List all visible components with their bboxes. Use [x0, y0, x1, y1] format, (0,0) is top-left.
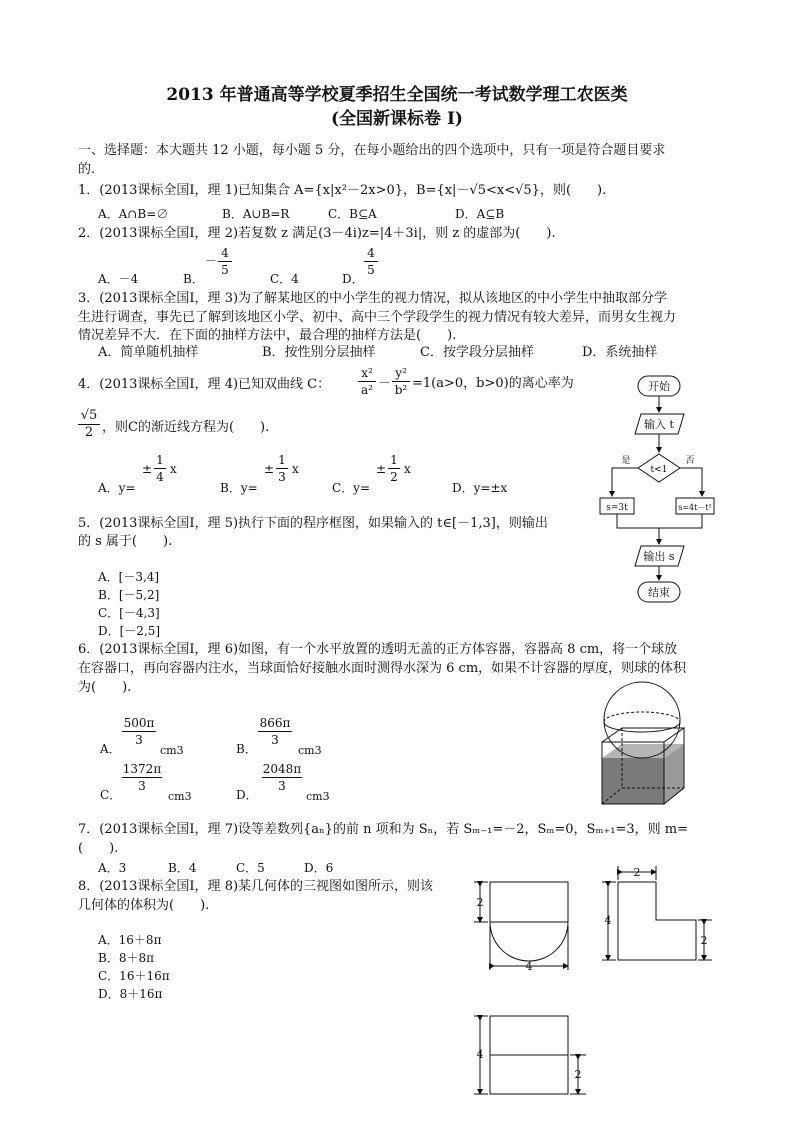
fraction-numerator: y²	[395, 366, 407, 380]
q4-option-b-var: x	[292, 462, 299, 476]
flowchart-input-label: 输入 t	[644, 418, 674, 431]
fraction-bar	[218, 261, 232, 262]
q2-option-d: D．	[342, 272, 364, 286]
section-intro-line1: 一、选择题：本大题共 12 小题，每小题 5 分，在每小题给出的四个选项中，只有一项是符合题目要求	[78, 143, 666, 158]
front-view-drawing	[470, 878, 580, 974]
q6-option-a: A．	[100, 742, 121, 756]
flowchart-start-label: 开始	[648, 380, 670, 393]
q4-option-c: C．y=	[332, 481, 371, 495]
q7-option-b: B．4	[168, 861, 197, 875]
top-view-dim-4: 4	[476, 1048, 484, 1061]
q4-option-b: B．y=	[220, 481, 258, 495]
front-view-semicircle	[490, 922, 568, 961]
fraction-numerator: 1	[278, 453, 286, 467]
side-view-dim-4: 4	[604, 914, 612, 927]
q2-option-b-fraction	[218, 246, 232, 277]
q1-option-b: B．A∪B=R	[222, 207, 290, 221]
q4-option-a-var: x	[170, 462, 177, 476]
flowchart-arrow	[612, 468, 638, 496]
q7-line1: 7．(2013课标全国Ⅰ，理 7)设等差数列{aₙ}的前 n 项和为 Sₙ，若 Sₘ₋₁=－2，Sₘ=0，Sₘ₊₁=3，则 m=	[78, 822, 689, 837]
q2-option-d-fraction	[364, 246, 378, 277]
fraction-denominator: a²	[361, 383, 373, 397]
q8-option-a: A．16＋8π	[98, 933, 162, 947]
flowchart-end-label: 结束	[648, 586, 670, 599]
sphere-outline	[604, 682, 680, 758]
fraction-numerator: 500π	[123, 716, 155, 730]
fraction-bar	[122, 731, 156, 732]
q4-line2: ，则C的渐近线方程为( ).	[102, 420, 270, 435]
q3-line1: 3．(2013课标全国Ⅰ，理 3)为了解某地区的中小学生的视力情况，拟从该地区的中小学生中抽取部分学	[78, 291, 668, 306]
fraction-numerator: 866π	[259, 716, 291, 730]
fraction-numerator: 1372π	[122, 762, 162, 776]
q6-line2: 在容器口，再向容器内注水，当球面恰好接触水面时测得水深为 6 cm，如果不计容器的厚度，则球的体积	[78, 661, 687, 676]
exam-title: 2013 年普通高等学校夏季招生全国统一考试数学理工农医类	[166, 85, 628, 105]
fraction-numerator: 4	[367, 246, 375, 260]
q1-option-c: C．B⊆A	[328, 207, 377, 221]
q8-option-d: D．8＋16π	[98, 987, 163, 1001]
program-flowchart	[598, 372, 716, 608]
q3-option-a: A．简单随机抽样	[98, 345, 199, 360]
fraction-denominator: 3	[278, 470, 286, 484]
fraction-bar	[154, 468, 166, 469]
top-view-dim-2: 2	[574, 1068, 582, 1081]
q4-option-c-var: x	[404, 462, 411, 476]
fraction-denominator: 3	[135, 733, 143, 747]
q2-option-c: C．4	[270, 272, 299, 286]
q1-option-d: D．A⊆B	[455, 207, 505, 221]
q4-option-d: D．y=±x	[452, 481, 508, 495]
fraction-numerator: 2048π	[262, 762, 302, 776]
q4-eccentricity-fraction	[78, 409, 100, 440]
fraction-bar	[122, 777, 162, 778]
fraction-bar	[358, 381, 376, 382]
q5-option-c: C．[－4,3]	[98, 606, 160, 620]
q6-option-b-unit: cm3	[298, 744, 322, 757]
fraction-numerator: 1	[390, 453, 398, 467]
fraction-bar	[258, 731, 292, 732]
flowchart-merge-line	[617, 514, 702, 528]
fraction-denominator: 2	[84, 425, 94, 440]
q4-option-a-fraction	[154, 453, 166, 484]
q7-option-d: D．6	[304, 861, 334, 875]
q5-line2: 的 s 属于( ).	[78, 534, 173, 549]
fraction-bar	[364, 261, 378, 262]
side-view-drawing	[598, 862, 714, 964]
q5-line1: 5．(2013课标全国Ⅰ，理 5)执行下面的程序框图，如果输入的 t∈[－1,3]，则输出	[78, 516, 548, 531]
side-view-l-shape	[618, 882, 696, 960]
q6-option-c: C．	[100, 788, 122, 802]
q6-option-d: D．	[236, 788, 258, 802]
q6-option-d-unit: cm3	[306, 790, 330, 803]
q2-option-b-sign: －	[205, 254, 218, 268]
q4-option-a: A．y=	[98, 481, 136, 495]
fraction-denominator: 3	[271, 733, 279, 747]
side-view-dim-2-top: 2	[633, 866, 641, 879]
q6-option-a-fraction	[122, 716, 156, 747]
q4-option-c-fraction	[388, 453, 400, 484]
q6-option-b-fraction	[258, 716, 292, 747]
q4-line1-post: =1(a>0，b>0)的离心率为	[412, 376, 574, 391]
side-view-dim-2-right: 2	[700, 934, 708, 947]
q6-option-c-fraction	[122, 762, 162, 793]
front-view-dim-4: 4	[525, 960, 533, 973]
q1-stem: 1．(2013课标全国Ⅰ，理 1)已知集合 A={x|x²－2x>0}，B={x|－√5<x<√5}，则( ).	[78, 183, 607, 198]
q4-option-b-pm: ±	[264, 462, 275, 476]
fraction-denominator: 3	[138, 779, 146, 793]
q4-option-c-pm: ±	[376, 462, 387, 476]
fraction-denominator: 3	[278, 779, 286, 793]
q8-option-c: C．16＋16π	[98, 969, 170, 983]
flowchart-no-label: 否	[685, 456, 695, 466]
flowchart-yes-label: 是	[621, 456, 631, 466]
cube-sphere-figure	[598, 680, 690, 806]
q4-hyperbola-y-fraction	[392, 366, 410, 397]
flowchart-arrow	[680, 468, 702, 496]
q6-line3: 为( ).	[78, 680, 132, 695]
front-view-rect	[490, 882, 568, 922]
q4-line1-pre: 4．(2013课标全国Ⅰ，理 4)已知双曲线 C：	[78, 377, 331, 392]
q2-option-a: A．－4	[98, 272, 139, 286]
q6-option-b: B．	[236, 742, 257, 756]
fraction-denominator: 2	[390, 470, 398, 484]
flowchart-output-label: 输出 s	[643, 550, 675, 563]
front-view-dim-2: 2	[476, 896, 484, 909]
fraction-denominator: 5	[221, 263, 229, 277]
q6-option-c-unit: cm3	[168, 790, 192, 803]
q7-option-c: C．5	[236, 861, 265, 875]
exam-subtitle: (全国新课标卷 I)	[331, 109, 463, 129]
q6-option-d-fraction	[262, 762, 302, 793]
q5-option-a: A．[－3,4]	[98, 570, 160, 584]
q8-line2: 几何体的体积为( ).	[78, 898, 210, 913]
fraction-numerator: 1	[156, 453, 164, 467]
fraction-bar	[276, 468, 288, 469]
fraction-numerator: x²	[361, 366, 373, 380]
q3-line3: 情况差异不大．在下面的抽样方法中，最合理的抽样方法是( ).	[78, 328, 457, 343]
fraction-bar	[262, 777, 302, 778]
q8-line1: 8．(2013课标全国Ⅰ，理 8)某几何体的三视图如图所示，则该	[78, 879, 434, 894]
flowchart-left-box-label: s=3t	[606, 503, 628, 513]
q6-option-a-unit: cm3	[160, 744, 184, 757]
fraction-denominator: b²	[394, 383, 408, 397]
fraction-denominator: 5	[367, 263, 375, 277]
q3-line2: 生进行调查，事先已了解到该地区小学、初中、高中三个学段学生的视力情况有较大差异，而男女生视力	[78, 310, 677, 325]
q2-stem: 2．(2013课标全国Ⅰ，理 2)若复数 z 满足(3－4i)z=|4＋3i|，则 z 的虚部为( ).	[78, 226, 556, 241]
section-intro-line2: 的.	[78, 162, 96, 177]
q3-option-b: B．按性别分层抽样	[262, 345, 376, 360]
q5-option-b: B．[－5,2]	[98, 588, 160, 602]
top-view-drawing	[470, 1012, 600, 1102]
fraction-numerator: 4	[221, 246, 229, 260]
q3-option-d: D．系统抽样	[582, 345, 658, 360]
q4-option-a-pm: ±	[142, 462, 153, 476]
fraction-bar	[392, 381, 410, 382]
fraction-denominator: 4	[156, 470, 164, 484]
q5-option-d: D．[－2,5]	[98, 624, 161, 638]
flowchart-condition-label: t<1	[650, 465, 668, 475]
q7-option-a: A．3	[98, 861, 127, 875]
q1-option-a: A．A∩B=∅	[98, 207, 169, 221]
q3-option-c: C．按学段分层抽样	[420, 345, 534, 360]
q7-line2: ( ).	[78, 841, 119, 856]
q8-option-b: B．8＋8π	[98, 951, 154, 965]
flowchart-right-box-label: s=4t－t²	[678, 503, 712, 512]
fraction-numerator: √5	[80, 408, 98, 423]
q6-line1: 6．(2013课标全国Ⅰ，理 6)如图，有一个水平放置的透明无盖的正方体容器，容器高 8 cm，将一个球放	[78, 642, 678, 657]
q4-hyperbola-minus: －	[378, 376, 392, 391]
q4-hyperbola-x-fraction	[358, 366, 376, 397]
q2-option-b: B．	[183, 272, 204, 286]
fraction-bar	[388, 468, 400, 469]
q4-option-b-fraction	[276, 453, 288, 484]
